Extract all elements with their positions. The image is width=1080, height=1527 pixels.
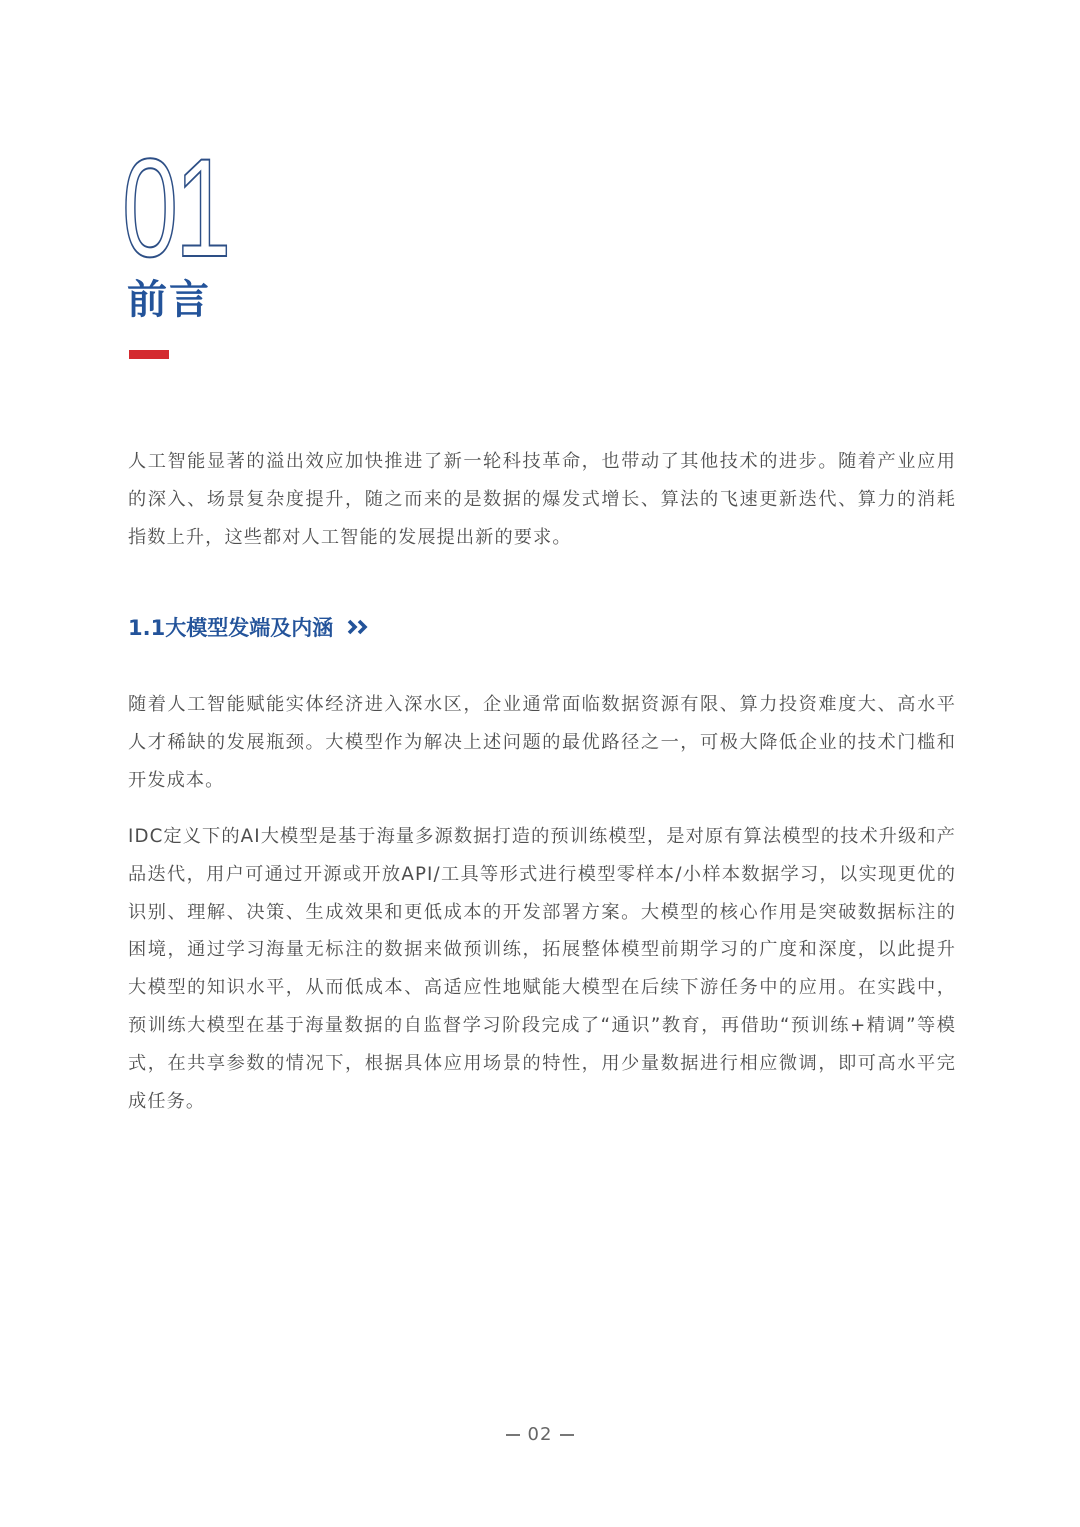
page-number: [0, 1424, 1080, 1445]
section-heading: [128, 612, 371, 642]
chapter-number: 01: [122, 129, 229, 286]
intro-paragraph: 人工智能显著的溢出效应加快推进了新一轮科技革命，也带动了其他技术的进步。随着产业应用的深入、场景复杂度提升，随之而来的是数据的爆发式增长、算法的飞速更新迭代、算力的消耗指数上升，这些都对人工智能的发展提出新的要求。: [128, 451, 956, 548]
double-chevron-right-icon: [347, 619, 371, 635]
section-paragraph: IDC定义下的AI大模型是基于海量多源数据打造的预训练模型，是对原有算法模型的技术升级和产品迭代，用户可通过开源或开放API/工具等形式进行模型零样本/小样本数据学习，以实现更优的识别、理解、决策、生成效果和更低成本的开发部署方案。大模型的核心作用是突破数据标注的困境，通过学习海量无标注的数据来做预训练，拓展整体模型前期学习的广度和深度，以此提升大模型的知识水平，从而低成本、高适应性地赋能大模型在后续下游任务中的应用。在实践中，预训练大模型在基于海量数据的自监督学习阶段完成了“通识”教育，再借助“预训练+精调”等模式，在共享参数的情况下，根据具体应用场景的特性，用少量数据进行相应微调，即可高水平完成任务。: [128, 826, 956, 1112]
dash-decoration: [506, 1434, 520, 1436]
section-paragraph: 随着人工智能赋能实体经济进入深水区，企业通常面临数据资源有限、算力投资难度大、高水平人才稀缺的发展瓶颈。大模型作为解决上述问题的最优路径之一，可极大降低企业的技术门槛和开发成本。: [128, 694, 956, 791]
section-heading-text: 1.1大模型发端及内涵: [128, 616, 334, 640]
dash-decoration: [560, 1434, 574, 1436]
page-number-text: 02: [527, 1424, 553, 1445]
title-underline-bar: [129, 350, 169, 359]
chapter-title: 前言: [127, 277, 211, 323]
